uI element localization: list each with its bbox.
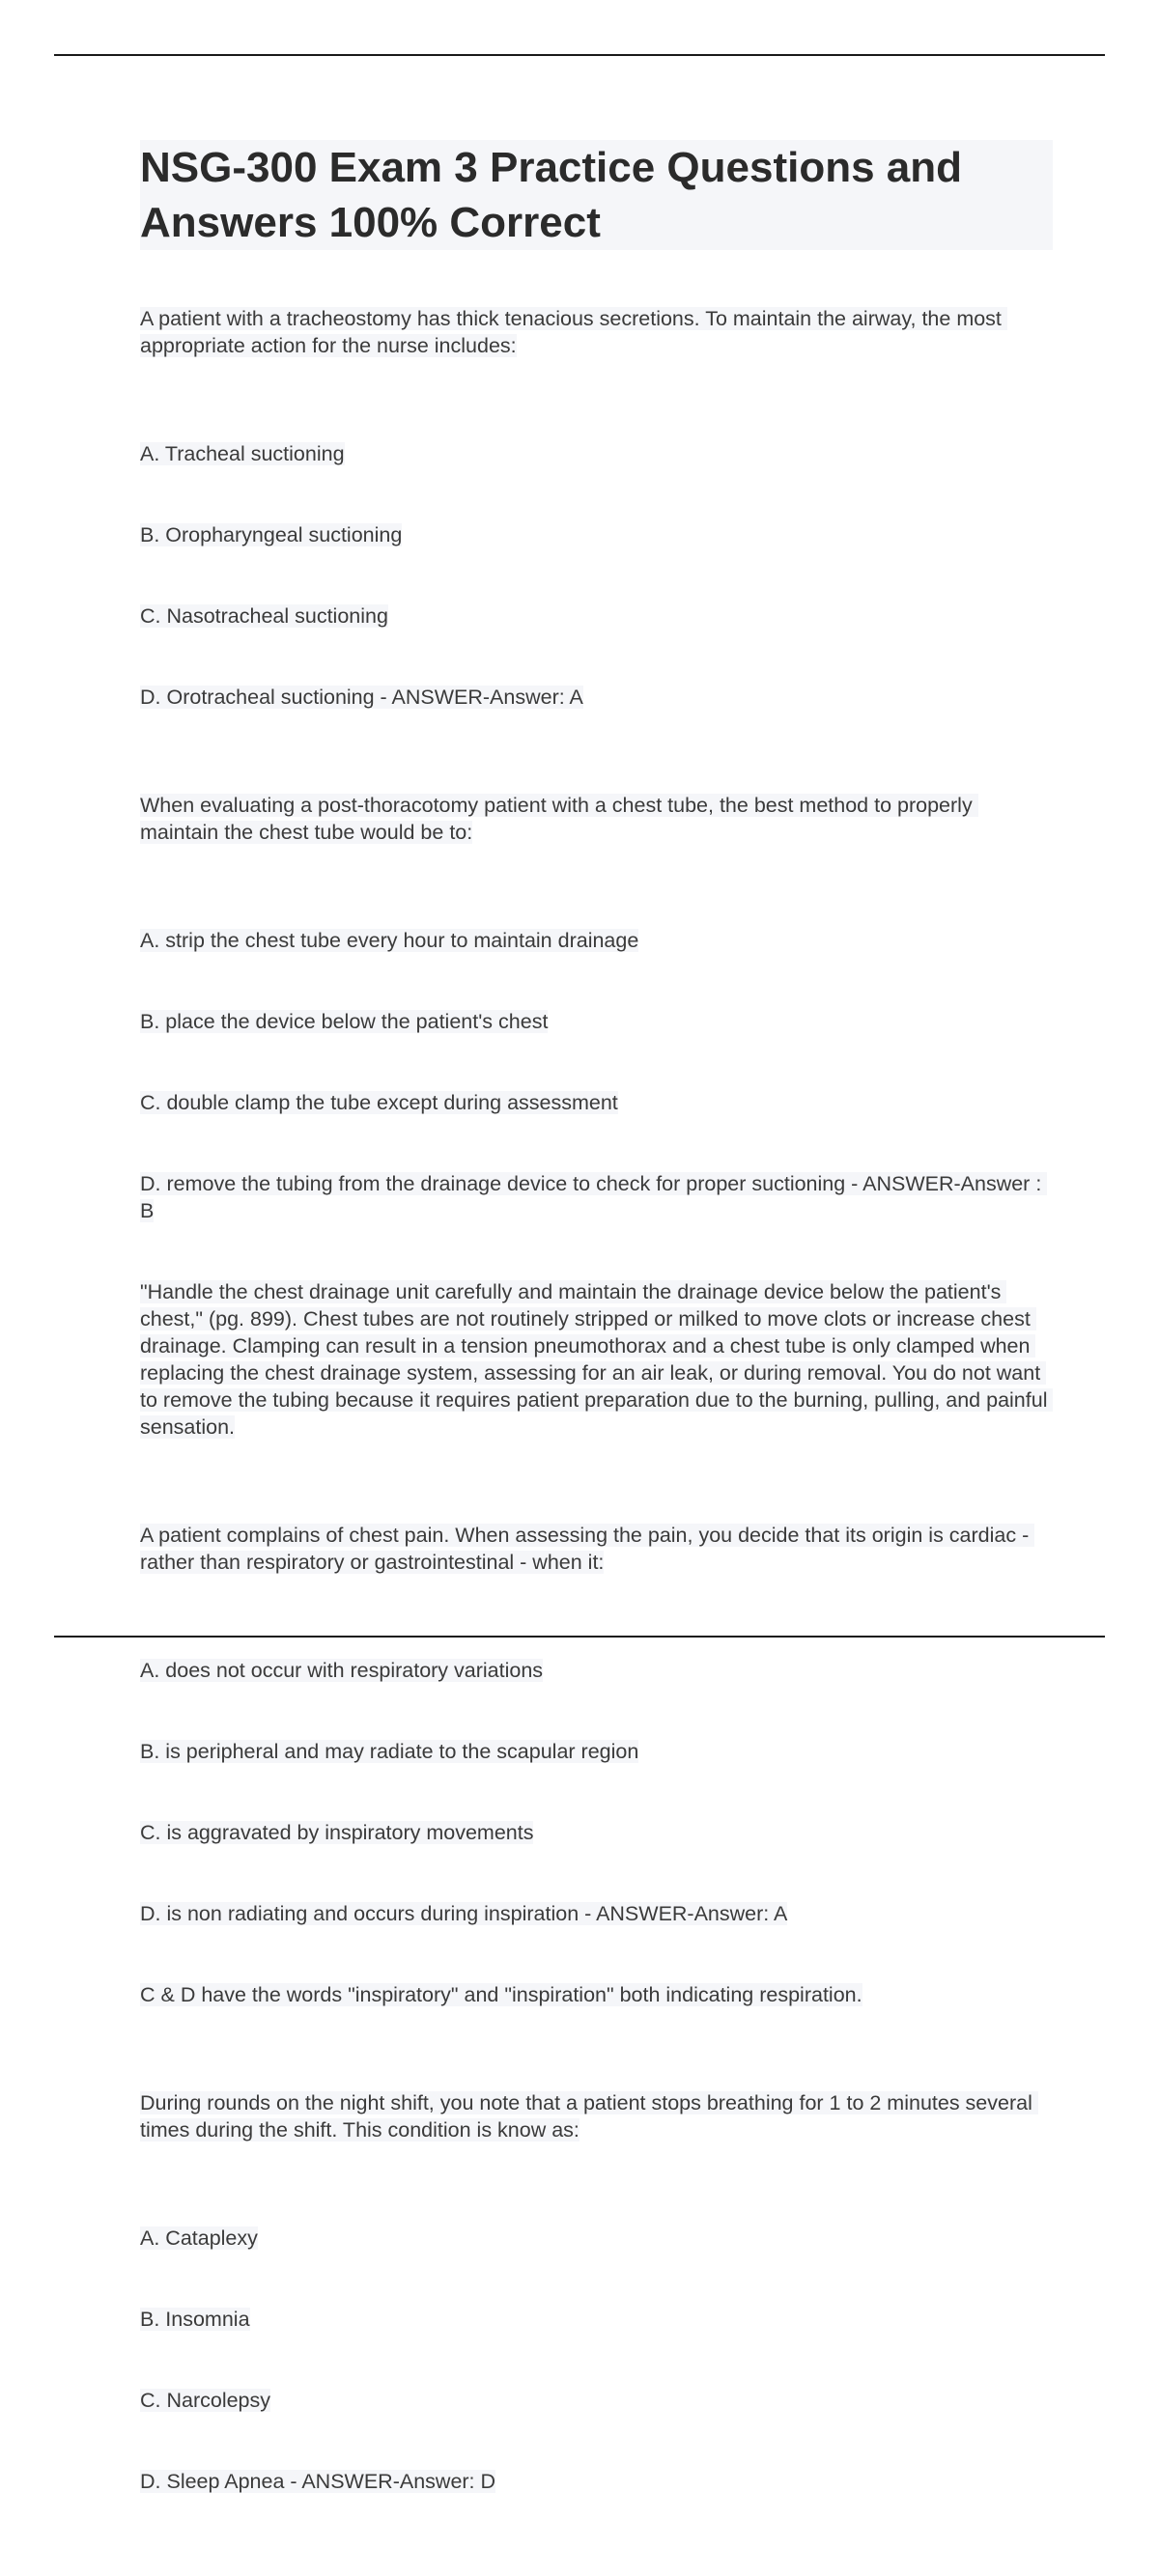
question-stem [140, 792, 1053, 846]
answer-option: B. place the device below the patient's chest [140, 1010, 549, 1033]
question-stem [140, 2089, 1053, 2143]
questions-list [140, 305, 1053, 2549]
answer-option: D. Orotracheal suctioning - ANSWER-Answer: A [140, 686, 583, 709]
answer-option: B. Insomnia [140, 2308, 250, 2331]
answer-option: B. is peripheral and may radiate to the scapular region [140, 1740, 639, 1763]
answer-options [140, 873, 1053, 1495]
answer-option: A. Cataplexy [140, 2226, 258, 2250]
answer-option: D. remove the tubing from the drainage device to check for proper suctioning - ANSWER-Answer : B [140, 1172, 1048, 1222]
answer-option: D. Sleep Apnea - ANSWER-Answer: D [140, 2470, 496, 2493]
question-1 [140, 305, 1053, 765]
question-stem [140, 1522, 1053, 1576]
answer-options [140, 386, 1053, 765]
answer-option: A. strip the chest tube every hour to maintain drainage [140, 929, 639, 952]
top-rule [54, 54, 1105, 56]
question-stem-text: When evaluating a post-thoracotomy patient with a chest tube, the best method to properly maintain the chest tube would be to: [140, 794, 978, 844]
answer-options [140, 2170, 1053, 2549]
answer-option: A. does not occur with respiratory variations [140, 1659, 544, 1682]
question-stem [140, 305, 1053, 359]
answer-options [140, 1603, 1053, 2062]
document-title: NSG-300 Exam 3 Practice Questions and Answers 100% Correct [140, 140, 1053, 250]
answer-option: C. Nasotracheal suctioning [140, 604, 388, 628]
answer-option: D. is non radiating and occurs during inspiration - ANSWER-Answer: A [140, 1902, 788, 1925]
question-stem-text: A patient with a tracheostomy has thick tenacious secretions. To maintain the airway, the most appropriate action for the nurse includes: [140, 307, 1007, 357]
answer-option: C. Narcolepsy [140, 2389, 271, 2412]
question-stem-text: A patient complains of chest pain. When assessing the pain, you decide that its origin is cardiac - rather than respiratory or gastrointestinal - when it: [140, 1524, 1035, 1574]
question-stem-text: During rounds on the night shift, you note that a patient stops breathing for 1 to 2 minutes several times during the shift. This condition is know as: [140, 2091, 1038, 2142]
document-body [140, 140, 1053, 2576]
answer-option: C. double clamp the tube except during assessment [140, 1091, 618, 1114]
question-4 [140, 2089, 1053, 2549]
answer-explanation: C & D have the words "inspiratory" and "inspiration" both indicating respiration. [140, 1983, 862, 2006]
answer-explanation: "Handle the chest drainage unit carefully and maintain the drainage device below the patient's chest," (pg. 899). Chest tubes are not routinely stripped or milked to move clots or increase chest drainage. Clamping can result in a tension pneumothorax and a chest tube is only clamped when replacing the chest drainage system, assessing for an air leak, or during removal. You do not want to remove the tubing because it requires patient preparation due to the burning, pulling, and painful sensation. [140, 1280, 1054, 1439]
answer-option: B. Oropharyngeal suctioning [140, 523, 403, 546]
question-3 [140, 1522, 1053, 2062]
answer-option: C. is aggravated by inspiratory movements [140, 1821, 534, 1844]
answer-option: A. Tracheal suctioning [140, 442, 345, 465]
question-2 [140, 792, 1053, 1495]
bottom-rule [54, 1636, 1105, 1638]
